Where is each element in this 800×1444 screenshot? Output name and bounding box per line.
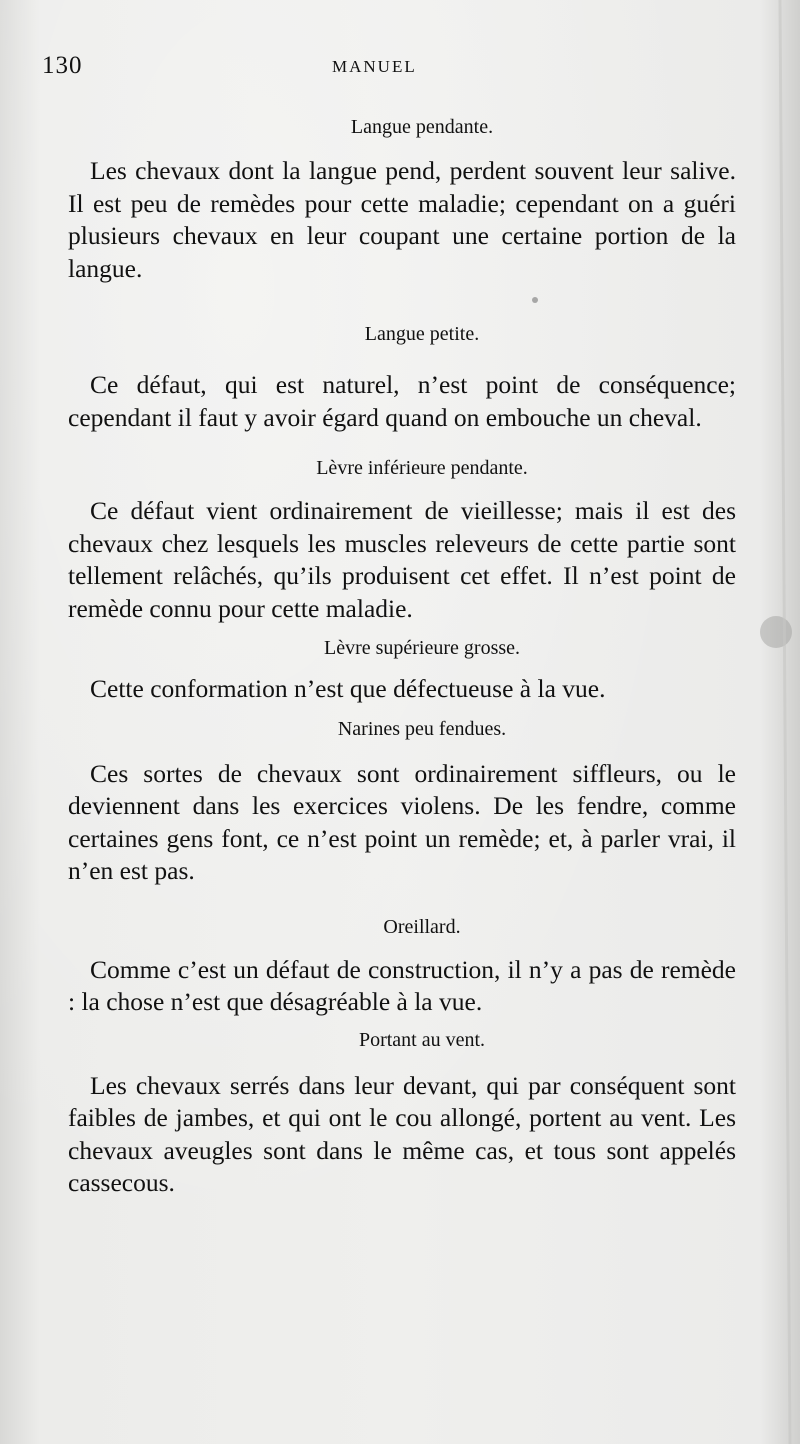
entry-text: Les chevaux serrés dans leur devant, qui par conséquent sont faibles de jambes, et qui ont le cou allongé, portent au vent. Les chevaux aveugles sont dans le même cas, et tous sont appelés cassecous. bbox=[68, 1070, 736, 1197]
entry-text: Cette conformation n’est que défectueuse à la vue. bbox=[90, 674, 606, 703]
entry-levre-inferieure-pendante bbox=[68, 453, 736, 625]
page-header bbox=[42, 52, 742, 82]
entry-text: Ce défaut vient ordinairement de vieillesse; mais il est des chevaux chez lesquels les muscles releveurs de cette partie sont tellement relâchés, qu’ils produisent cet effet. Il n’est point de remède connu pour cette maladie. bbox=[68, 496, 736, 623]
entry-heading: Oreillard. bbox=[383, 915, 461, 938]
entry-heading: Portant au vent. bbox=[358, 1028, 486, 1051]
entry-oreillard bbox=[68, 912, 736, 1019]
page-body bbox=[68, 112, 736, 1200]
entry-text: Ce défaut, qui est naturel, n’est point de conséquence; cependant il faut y avoir égard quand on embouche un cheval. bbox=[68, 370, 736, 432]
running-title: MANUEL bbox=[332, 57, 417, 76]
entry-langue-petite bbox=[68, 319, 736, 434]
entry-text: Comme c’est un défaut de construction, il n’y a pas de remède : la chose n’est que désagréable à la vue. bbox=[68, 954, 736, 1016]
entry-langue-pendante bbox=[68, 112, 736, 285]
entry-heading: Lèvre supérieure grosse. bbox=[323, 637, 521, 659]
entry-heading: Lèvre inférieure pendante. bbox=[316, 457, 528, 479]
entry-heading: Narines peu fendues. bbox=[337, 717, 507, 740]
entry-narines-peu-fendues bbox=[68, 714, 736, 888]
entry-heading: Langue petite. bbox=[364, 323, 480, 345]
entry-text: Les chevaux dont la langue pend, perdent souvent leur salive. Il est peu de remèdes pour cette maladie; cependant on a guéri plusieurs chevaux en leur coupant une certaine portion de la langue. bbox=[68, 156, 736, 283]
entry-levre-superieure-grosse bbox=[68, 633, 736, 706]
entry-text: Ces sortes de chevaux sont ordinairement siffleurs, ou le deviennent dans les exercices violens. De les fendre, comme certaines gens font, ce n’est point un remède; et, à parler vrai, il n’en est pas. bbox=[68, 758, 736, 885]
page-number: 130 bbox=[42, 52, 83, 79]
entry-heading: Langue pendante. bbox=[350, 116, 494, 138]
entry-portant-au-vent bbox=[68, 1025, 736, 1200]
